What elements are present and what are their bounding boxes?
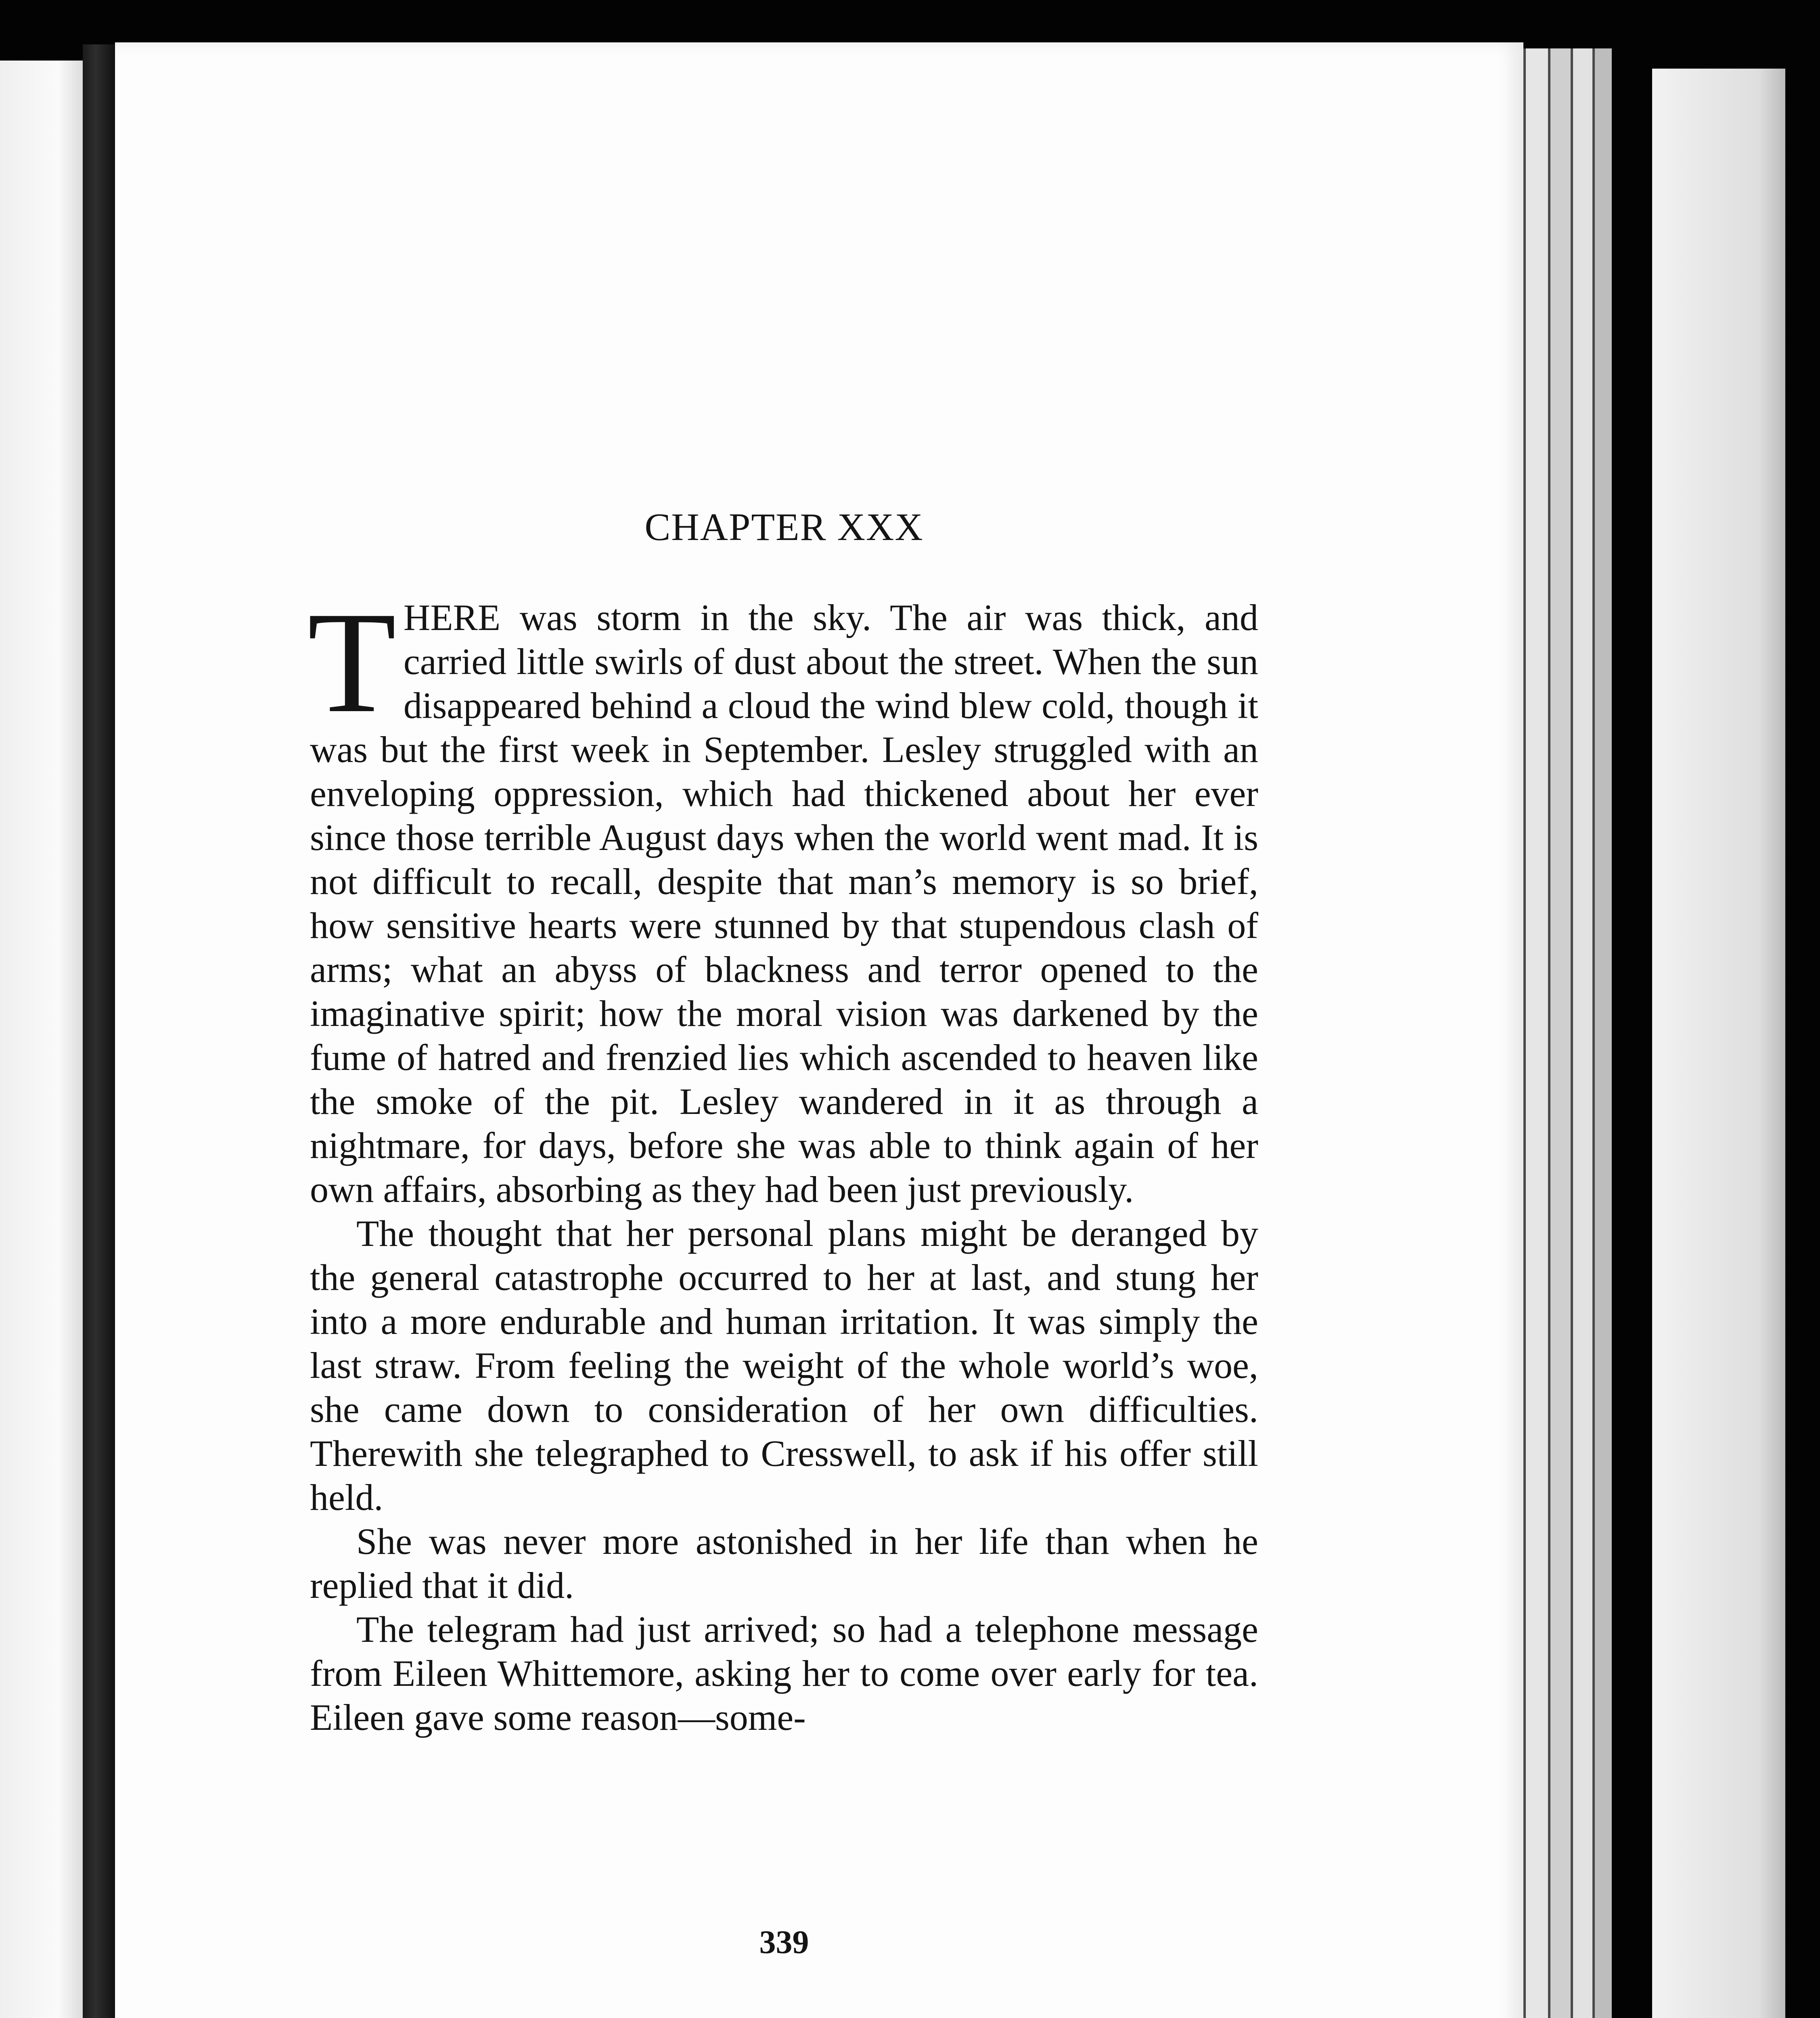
page-number: 339: [759, 1924, 809, 1960]
left-page-edge: [0, 61, 83, 2018]
chapter-title: CHAPTER XXX: [644, 505, 924, 548]
paragraph: [308, 582, 1258, 1212]
book-gutter: [83, 44, 115, 2018]
page-edge: [1548, 48, 1571, 2018]
page-edge: [1523, 48, 1548, 2018]
chapter-text: [310, 504, 1258, 1740]
page-edge: [1592, 48, 1612, 2018]
paragraph: The telegram had just arrived; so had a telephone message from Eileen Whittemore, asking her to come over early for tea. Eileen gave some reason—some-: [310, 1609, 1258, 1738]
drop-cap: T: [308, 582, 396, 743]
paragraph: The thought that her personal plans might be deranged by the general catastrophe occurred to her at last, and stung her into a more endurable and human irritation. It was simply the last straw. From feeling the weight of the whole world’s woe, she came down to consideration of her own difficulties. Therewith she telegraphed to Cresswell, to ask if his offer still held.: [310, 1213, 1258, 1518]
paragraph-text: HERE was storm in the sky. The air was thick, and carried little swirls of dust about the street. When the sun disappeared behind a cloud the wind blew cold, though it was but the first week in September. Lesley struggled with an enveloping oppression, which had thickened about her ever since those terrible August days when the world went mad. It is not difficult to recall, despite that man’s memory is so brief, how sensitive hearts were stunned by that stupendous clash of arms; what an abyss of blackness and terror opened to the imaginative spirit; how the moral vision was darkened by the fume of hatred and frenzied lies which ascended to heaven like the smoke of the pit. Lesley wandered in it as through a nightmare, for days, before she was able to think again of her own affairs, absorbing as they had been just previously.: [310, 597, 1258, 1210]
book-cover-board: [1652, 69, 1785, 2018]
page-edge: [1571, 48, 1592, 2018]
paragraph: She was never more astonished in her life than when he replied that it did.: [310, 1521, 1258, 1606]
